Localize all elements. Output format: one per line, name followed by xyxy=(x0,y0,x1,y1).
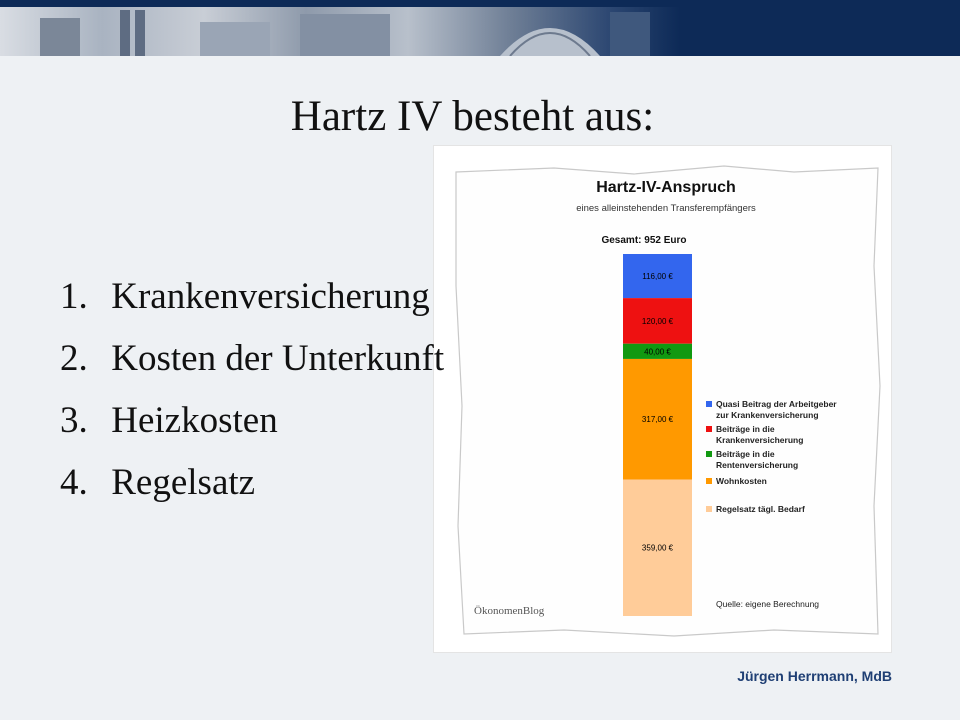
list-item-label: Regelsatz xyxy=(111,462,256,503)
list-item-number: 3. xyxy=(60,400,88,441)
legend-swatch xyxy=(706,506,712,512)
legend-label: Krankenversicherung xyxy=(716,435,804,445)
bar-segment-label: 359,00 € xyxy=(641,543,674,553)
legend-label: zur Krankenversicherung xyxy=(716,410,819,420)
legend-label: Beiträge in die xyxy=(716,449,775,459)
legend-label: Wohnkosten xyxy=(716,476,767,486)
list-item xyxy=(60,458,444,520)
chart-subtitle: eines alleinstehenden Transferempfängers xyxy=(576,203,756,214)
list-item-number: 2. xyxy=(60,338,88,379)
banner-top-strip xyxy=(0,0,960,7)
chart-total-label: Gesamt: 952 Euro xyxy=(601,235,687,246)
stacked-bar-chart xyxy=(434,146,891,652)
legend-swatch xyxy=(706,426,712,432)
list-item-number: 1. xyxy=(60,276,88,317)
list-item-number: 4. xyxy=(60,462,88,503)
slide-title: Hartz IV besteht aus: xyxy=(290,93,655,140)
list-item-label: Kosten der Unterkunft xyxy=(111,338,445,379)
list-item xyxy=(60,334,444,396)
list-item-label: Heizkosten xyxy=(111,400,278,441)
chart-source: Quelle: eigene Berechnung xyxy=(716,599,820,609)
bar-group xyxy=(623,254,692,616)
header-banner xyxy=(0,0,960,56)
legend-label: Rentenversicherung xyxy=(716,460,799,470)
legend-label: Quasi Beitrag der Arbeitgeber xyxy=(716,399,837,409)
list-item-label: Krankenversicherung xyxy=(111,276,430,317)
legend-swatch xyxy=(706,401,712,407)
bar-segment-label: 116,00 € xyxy=(642,272,673,282)
list-item xyxy=(60,396,444,458)
legend-label: Beiträge in die xyxy=(716,424,775,434)
banner-architecture-image xyxy=(0,0,680,56)
watermark-logo: ÖkonomenBlog xyxy=(474,605,545,617)
bar-segment-label: 120,00 € xyxy=(641,316,674,326)
legend-label: Regelsatz tägl. Bedarf xyxy=(716,504,805,514)
bar-segment-label: 40,00 € xyxy=(644,347,671,357)
chart-card xyxy=(434,146,891,652)
bar-segment-label: 317,00 € xyxy=(641,415,674,425)
banner-photo xyxy=(0,0,680,56)
chart-title: Hartz-IV-Anspruch xyxy=(596,179,736,196)
author-footer: Jürgen Herrmann, MdB xyxy=(737,668,892,684)
list-item xyxy=(60,272,444,334)
item-list xyxy=(60,272,444,520)
legend-swatch xyxy=(706,478,712,484)
legend-swatch xyxy=(706,451,712,457)
